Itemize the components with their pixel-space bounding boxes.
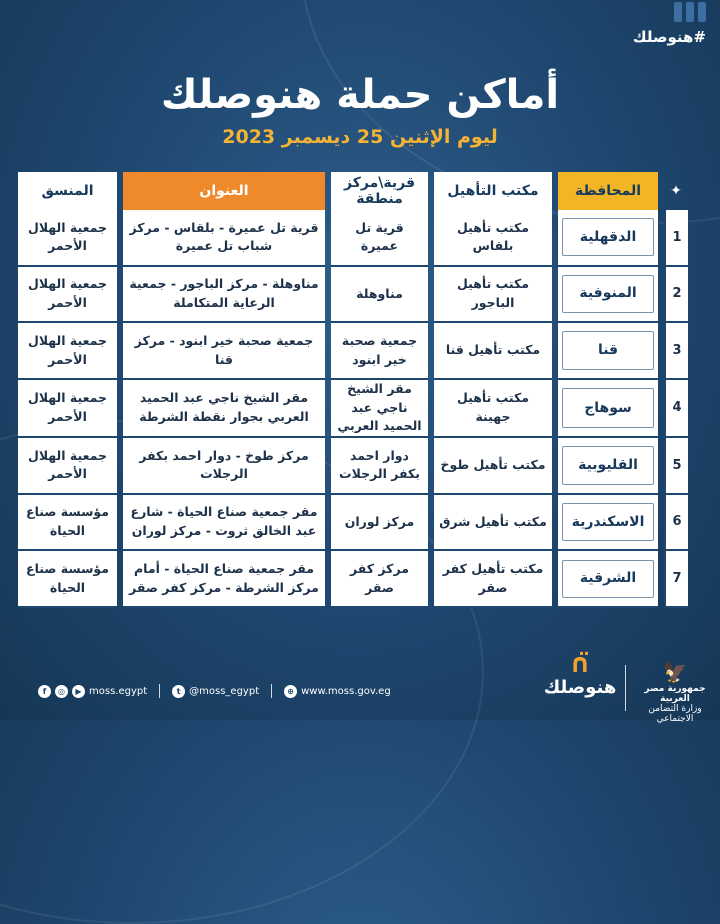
- row-coordinator: جمعية الهلال الأحمر: [18, 380, 117, 438]
- row-village: مركز لوران: [331, 495, 428, 552]
- social-handle[interactable]: moss.egypt: [89, 685, 148, 697]
- row-governorate: [558, 210, 658, 267]
- row-village: مناوهلة: [331, 267, 428, 324]
- row-village: قرية تل عميرة: [331, 210, 428, 267]
- row-number: 4: [664, 380, 688, 438]
- ministry-line1: جمهورية مصر العربية: [644, 684, 706, 704]
- row-number: 2: [664, 267, 688, 324]
- ministry-line2: وزارة التضامن الاجتماعي: [648, 704, 702, 724]
- page-subtitle: ليوم الإثنين 25 ديسمبر 2023: [222, 126, 498, 148]
- governorate-box: الاسكندرية: [562, 503, 654, 541]
- header-village: قرية\مركز منطقة: [331, 172, 428, 210]
- row-address: مناوهلة - مركز الباجور - جمعية الرعاية المتكاملة: [123, 267, 325, 324]
- row-office: مكتب تأهيل قنا: [434, 323, 552, 380]
- page-title: أماكن حملة هنوصلك: [160, 72, 560, 118]
- row-address: مقر الشيخ ناجي عبد الحميد العربي بجوار نقطة الشرطة: [123, 380, 325, 438]
- divider: [271, 684, 272, 698]
- header-governorate: المحافظة: [558, 172, 658, 210]
- governorate-box: سوهاج: [562, 388, 654, 427]
- logo-text: هنوصلك: [543, 677, 617, 698]
- instagram-icon[interactable]: ◎: [55, 685, 68, 698]
- governorate-box: المنوفية: [562, 275, 654, 313]
- row-village: مركز كفر صقر: [331, 551, 428, 608]
- row-number: 7: [664, 551, 688, 608]
- header-coordinator: المنسق: [18, 172, 117, 210]
- row-governorate: [558, 380, 658, 438]
- row-village: دوار احمد بكفر الرجلات: [331, 438, 428, 495]
- locations-table: [26, 172, 688, 608]
- row-coordinator: جمعية الهلال الأحمر: [18, 210, 117, 267]
- row-number: 3: [664, 323, 688, 380]
- row-governorate: [558, 551, 658, 608]
- row-number: 5: [664, 438, 688, 495]
- row-office: مكتب تأهيل كفر صقر: [434, 551, 552, 608]
- star-icon: ✦: [670, 182, 682, 199]
- row-office: مكتب تأهيل شرق: [434, 495, 552, 552]
- logo-mark-icon: ∩̈: [569, 649, 591, 679]
- ministry-logo: [632, 660, 718, 724]
- row-coordinator: جمعية الهلال الأحمر: [18, 323, 117, 380]
- row-office: مكتب تأهيل بلقاس: [434, 210, 552, 267]
- social-links: [38, 684, 391, 698]
- governorate-box: القليوبية: [562, 446, 654, 484]
- governorate-box: قنا: [562, 331, 654, 369]
- header-address: العنوان: [123, 172, 325, 210]
- row-address: مركز طوخ - دوار احمد بكفر الرجلات: [123, 438, 325, 495]
- twitter-icon[interactable]: t: [172, 685, 185, 698]
- row-office: مكتب تأهيل طوخ: [434, 438, 552, 495]
- youtube-icon[interactable]: ▶: [72, 685, 85, 698]
- footer: [0, 649, 720, 724]
- governorate-box: الشرقية: [562, 560, 654, 598]
- row-governorate: [558, 438, 658, 495]
- row-number: 1: [664, 210, 688, 267]
- globe-icon: ⊕: [284, 685, 297, 698]
- campaign-logo: [540, 650, 620, 720]
- eagle-icon: 🦅: [662, 660, 688, 684]
- hashtag: #هنوصلك: [632, 28, 706, 46]
- row-governorate: [558, 267, 658, 324]
- row-office: مكتب تأهيل جهينة: [434, 380, 552, 438]
- row-governorate: [558, 323, 658, 380]
- governorate-box: الدقهلية: [562, 218, 654, 256]
- row-coordinator: جمعية الهلال الأحمر: [18, 267, 117, 324]
- row-address: جمعية صحبة خير ابنود - مركز قنا: [123, 323, 325, 380]
- row-village: جمعية صحبة خير ابنود: [331, 323, 428, 380]
- header-office: مكتب التأهيل: [434, 172, 552, 210]
- row-coordinator: مؤسسة صناع الحياة: [18, 551, 117, 608]
- row-village: مقر الشيخ ناجي عبد الحميد العربي: [331, 380, 428, 438]
- row-governorate: [558, 495, 658, 552]
- divider: [625, 665, 626, 711]
- row-office: مكتب تأهيل الباجور: [434, 267, 552, 324]
- row-address: مقر جمعية صناع الحياة - شارع عبد الخالق ثروت - مركز لوران: [123, 495, 325, 552]
- divider: [159, 684, 160, 698]
- facebook-icon[interactable]: f: [38, 685, 51, 698]
- instagram-handle[interactable]: @moss_egypt: [189, 685, 260, 697]
- row-coordinator: جمعية الهلال الأحمر: [18, 438, 117, 495]
- row-address: مقر جمعية صناع الحياة - أمام مركز الشرطة - مركز كفر صقر: [123, 551, 325, 608]
- row-number: 6: [664, 495, 688, 552]
- top-bars-decoration: [674, 2, 706, 22]
- row-address: قرية تل عميرة - بلقاس - مركز شباب تل عميرة: [123, 210, 325, 267]
- website-link[interactable]: www.moss.gov.eg: [301, 685, 391, 697]
- row-coordinator: مؤسسة صناع الحياة: [18, 495, 117, 552]
